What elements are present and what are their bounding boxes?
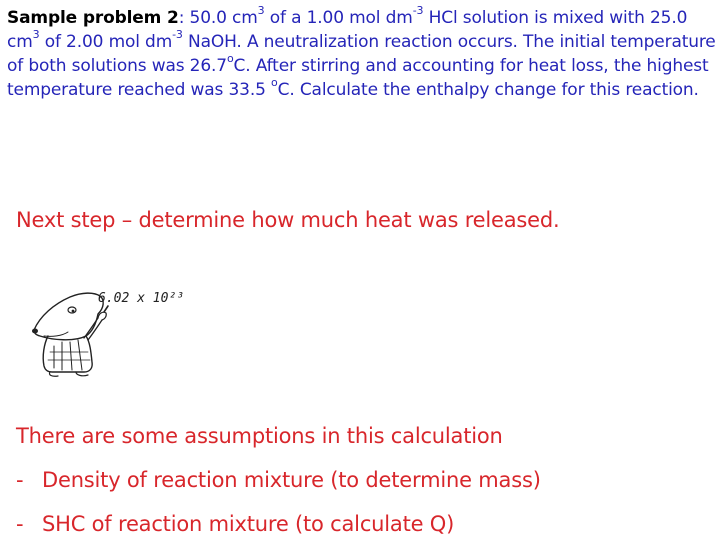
- superscript: -3: [172, 28, 183, 41]
- superscript: 3: [32, 28, 40, 41]
- degree-superscript: o: [271, 76, 278, 89]
- superscript: -3: [412, 4, 424, 17]
- problem-text-part: C. Calculate the enthalpy change for this reaction.: [277, 80, 699, 100]
- assumption-text: SHC of reaction mixture (to calculate Q): [42, 512, 455, 536]
- problem-text-part: of 2.00 mol dm: [39, 32, 173, 52]
- problem-lead-label: Sample problem 2: [7, 8, 179, 28]
- bullet-dash: -: [16, 512, 24, 536]
- assumptions-heading: There are some assumptions in this calculation: [16, 424, 503, 448]
- list-item: [16, 510, 541, 554]
- next-step-heading: Next step – determine how much heat was released.: [16, 208, 560, 232]
- list-item: [16, 466, 541, 510]
- problem-text-part: NaOH. A neutralization reaction occurs. The initial temperature of both solutions was 26.7: [7, 32, 716, 76]
- mole-caption: 6.02 x 10²³: [98, 291, 185, 306]
- assumption-text: Density of reaction mixture (to determine mass): [42, 468, 541, 492]
- superscript: 3: [257, 4, 265, 17]
- problem-text-part: : 50.0 cm: [178, 8, 258, 28]
- degree-superscript: o: [226, 52, 234, 65]
- bullet-dash: -: [16, 468, 24, 492]
- problem-text-part: HCl solution is mixed with 25.0 cm: [7, 8, 688, 52]
- problem-text-part: of a 1.00 mol dm: [264, 8, 413, 28]
- problem-text-part: C. After stirring and accounting for heat loss, the highest temperature reached was 33.5: [7, 56, 709, 100]
- assumption-list: [16, 466, 541, 554]
- sample-problem-text: [7, 6, 723, 102]
- mole-mascot-icon: [26, 280, 196, 378]
